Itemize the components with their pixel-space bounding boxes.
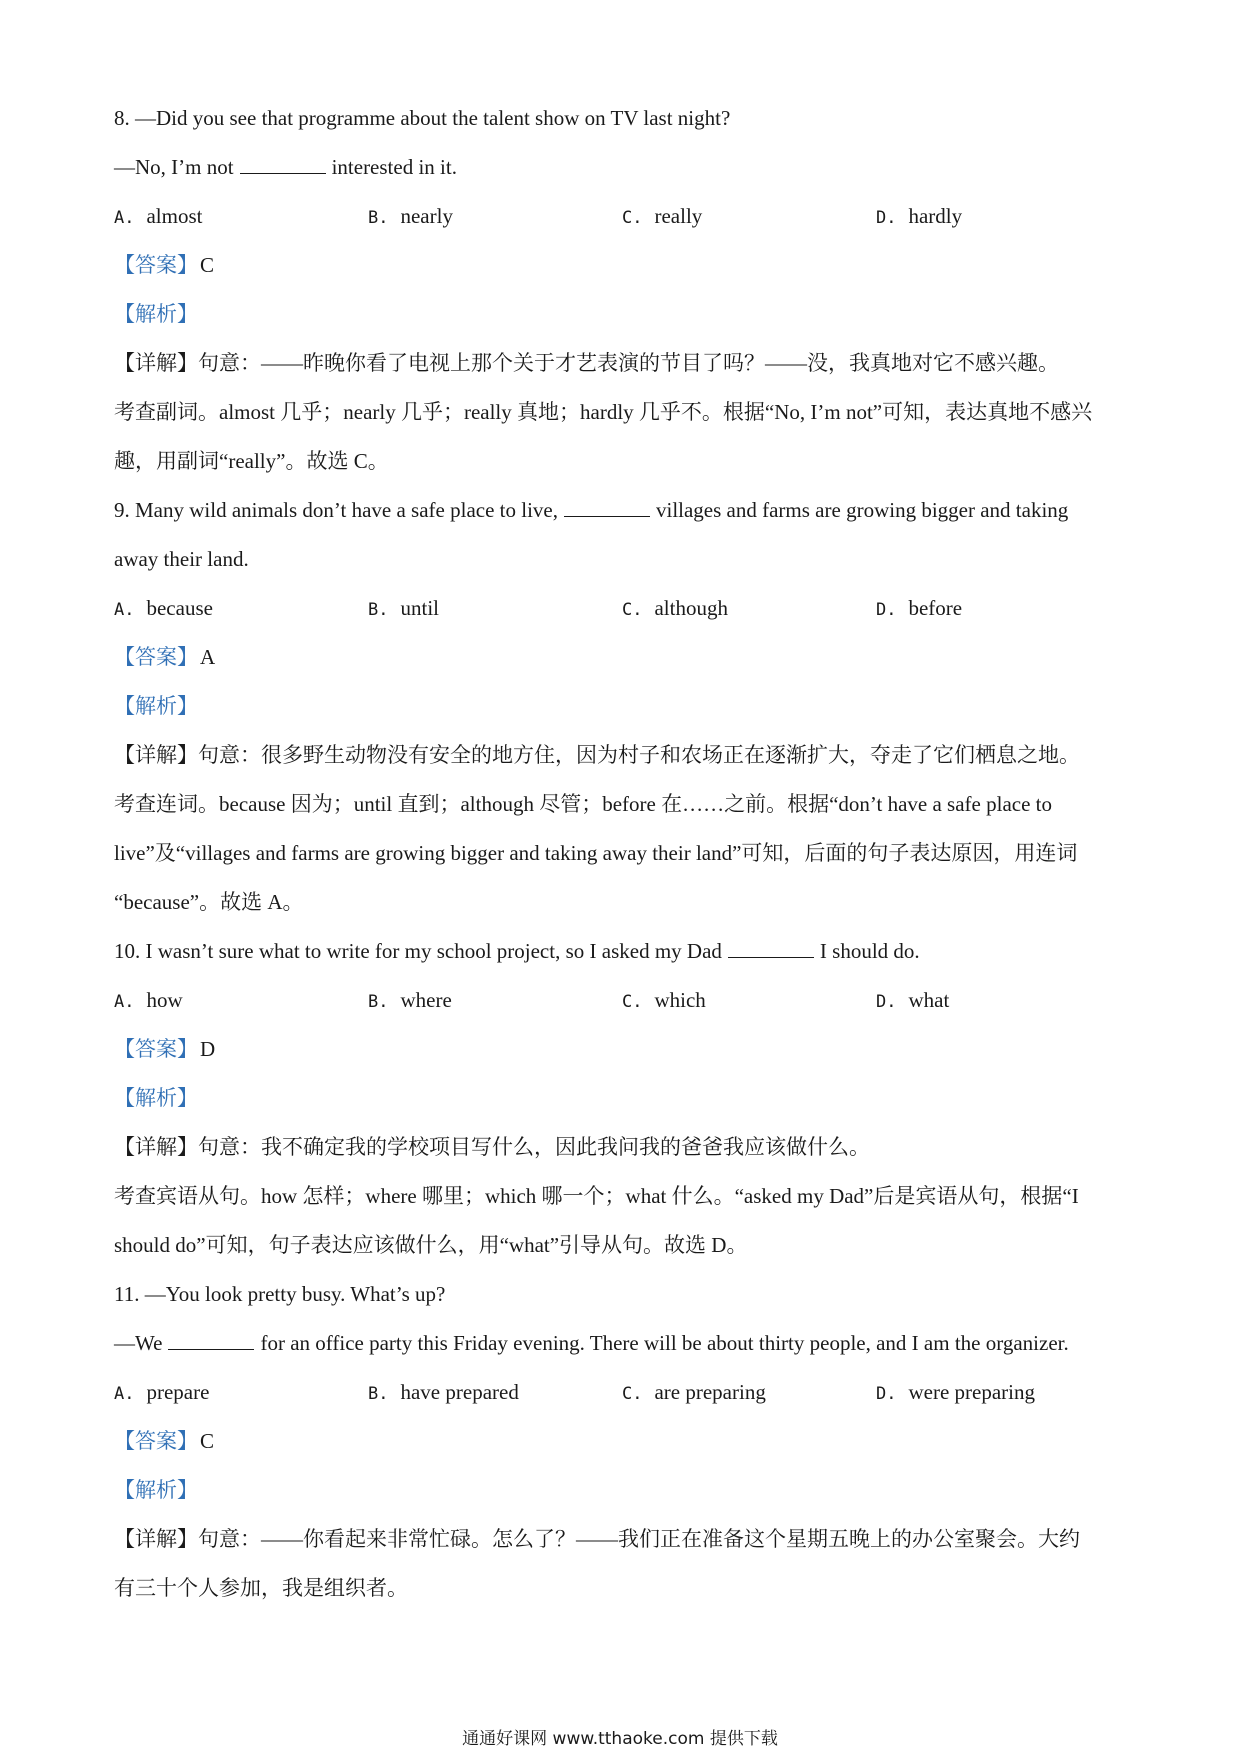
answer-blank	[564, 496, 650, 517]
option-b: B. nearly	[368, 204, 453, 228]
page-footer: 通通好课网 www.tthaoke.com 提供下载	[462, 1729, 778, 1749]
option-c: C. really	[622, 204, 703, 228]
answer-line: 【答案】C	[114, 253, 215, 277]
option-b: B. have prepared	[368, 1380, 519, 1404]
detail-block: 【详解】句意：——昨晚你看了电视上那个关于才艺表演的节目了吗？——没，我真地对它不感兴趣。 考查副词。almost 几乎；nearly 几乎；really 真地；hardly 几乎不。根据“No, I’m not”可知，表达真地不感兴 趣，用副词“really”。故选 C。	[114, 351, 1093, 473]
options-row	[114, 1368, 1134, 1417]
option-b: B. where	[368, 988, 452, 1012]
question-8	[114, 94, 1134, 486]
option-a: A. because	[114, 596, 213, 620]
answer-line: 【答案】C	[114, 1429, 215, 1453]
question-10	[114, 927, 1134, 1270]
analysis-label: 【解析】	[114, 302, 198, 326]
question-stem-line: 9. Many wild animals don’t have a safe place to live, villages and farms are growing bigger and taking	[114, 498, 1069, 522]
option-d: D. were preparing	[876, 1380, 1035, 1404]
option-c: C. are preparing	[622, 1380, 766, 1404]
analysis-label: 【解析】	[114, 1086, 198, 1110]
analysis-label: 【解析】	[114, 694, 198, 718]
option-c: C. although	[622, 596, 728, 620]
question-9	[114, 486, 1134, 927]
question-stem-line: away their land.	[114, 547, 249, 571]
detail-block: 【详解】句意：我不确定我的学校项目写什么，因此我问我的爸爸我应该做什么。 考查宾语从句。how 怎样；where 哪里；which 哪一个；what 什么。“asked my Dad”后是宾语从句，根据“I should do”可知，句子表达应该做什么，用“what”引导从句。故选 D。	[114, 1135, 1079, 1257]
question-stem-line: —No, I’m not interested in it.	[114, 155, 457, 179]
answer-blank	[168, 1329, 254, 1350]
options-row	[114, 976, 1134, 1025]
question-stem-line: 11. —You look pretty busy. What’s up?	[114, 1282, 446, 1306]
option-c: C. which	[622, 988, 706, 1012]
option-a: A. how	[114, 988, 183, 1012]
answer-blank	[240, 153, 326, 174]
detail-block: 【详解】句意：——你看起来非常忙碌。怎么了？——我们正在准备这个星期五晚上的办公室聚会。大约 有三十个人参加，我是组织者。	[114, 1527, 1080, 1600]
option-d: D. before	[876, 596, 963, 620]
question-stem-line: —We for an office party this Friday evening. There will be about thirty people, and I am the organizer.	[114, 1331, 1069, 1355]
option-a: A. almost	[114, 204, 203, 228]
question-list	[114, 94, 1134, 1613]
option-d: D. what	[876, 988, 950, 1012]
analysis-label: 【解析】	[114, 1478, 198, 1502]
question-stem-line: 8. —Did you see that programme about the talent show on TV last night?	[114, 106, 731, 130]
answer-blank	[728, 937, 814, 958]
options-row	[114, 584, 1134, 633]
question-11	[114, 1270, 1134, 1613]
option-b: B. until	[368, 596, 439, 620]
answer-line: 【答案】D	[114, 1037, 216, 1061]
question-stem-line: 10. I wasn’t sure what to write for my school project, so I asked my Dad I should do.	[114, 939, 920, 963]
option-a: A. prepare	[114, 1380, 210, 1404]
option-d: D. hardly	[876, 204, 963, 228]
options-row	[114, 192, 1134, 241]
detail-block: 【详解】句意：很多野生动物没有安全的地方住，因为村子和农场正在逐渐扩大，夺走了它们栖息之地。 考查连词。because 因为；until 直到；although 尽管；before 在……之前。根据“don’t have a safe place to live”及“villages and farms are growing bigger and taking away their land”可知，后面的句子表达原因，用连词 “because”。故选 A。	[114, 743, 1080, 914]
answer-line: 【答案】A	[114, 645, 216, 669]
